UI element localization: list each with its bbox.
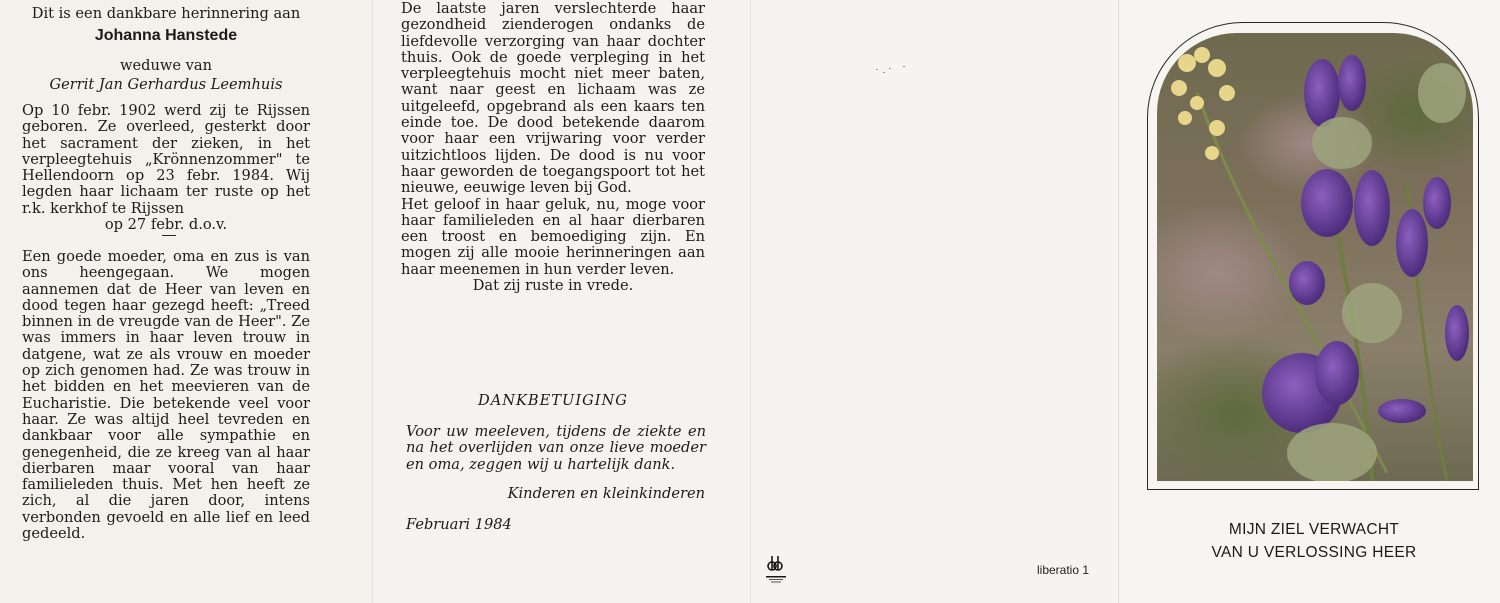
biography (22, 103, 310, 233)
speck (876, 69, 878, 70)
date-line: Februari 1984 (406, 516, 512, 533)
widow-of-label: weduwe van (120, 57, 212, 74)
caption-line-1: MIJN ZIEL VERWACHT (1228, 521, 1400, 538)
health-text: De laatste jaren verslechterde haar gezondheid zienderogen ondanks de liefdevolle verzorging van haar dochter thuis. Ook de goede verpleging in het verpleegtehuis mocht niet meer baten, want naar geest en lichaam was ze uitgeleefd, opgebrand als een kaars ten einde toe. De dood betekende daarom voor haar een vrijwaring voor verder uitzichtloos lijden. De dood is nu voor haar geworden de toegangspoort tot het nieuwe, eeuwige leven bij God. (401, 0, 705, 197)
tribute-paragraph: Een goede moeder, oma en zus is van ons heengegaan. We mogen aannemen dat de Heer van leven en dood tegen haar gezegd heeft: „Treed binnen in de vreugde van de Heer". Ze was immers in haar leven trouw in datgene, wat ze als vrouw en moeder op zich genomen had. Ze was trouw in het bidden en het meevieren van de Eucharistie. Die betekende veel voor haar. Ze was altijd heel tevreden en dankbaar voor alle sympathie en genegenheid, die ze kreeg van al haar dierbaren maar vooral van haar familieleden thuis. Met hen heeft ze zich, al die jaren door, intens verbonden gevoeld en alle lief en leed gedeeld. (22, 248, 310, 543)
flower-photo (1157, 33, 1473, 481)
health-paragraph (401, 1, 705, 294)
signature: Kinderen en kleinkinderen (507, 485, 705, 502)
caption-line-2: VAN U VERLOSSING HEER (1211, 544, 1417, 561)
publisher-logo-icon (763, 554, 789, 584)
intro-text: Dit is een dankbare herinnering aan (31, 5, 301, 22)
speck (903, 66, 905, 67)
faith-text: Het geloof in haar geluk, nu, moge voor haar familieleden en al haar dierbaren een troost en bemoediging zijn. En mogen zij alle mooie herinneringen aan haar meenemen in hun verder leven. (401, 195, 705, 278)
speck (889, 68, 891, 69)
thanks-heading: DANKBETUIGING (478, 392, 628, 409)
middle-page (372, 0, 751, 603)
left-page (0, 0, 372, 603)
divider (162, 235, 176, 236)
back-page (750, 0, 1119, 603)
biography-end: op 27 febr. d.o.v. (104, 216, 228, 234)
flower-photo-image (1157, 33, 1473, 481)
series-label: liberatio 1 (1037, 563, 1090, 577)
thanks-text: Voor uw meeleven, tijdens de ziekte en na het overlijden van onze lieve moeder en oma, zeggen wij u hartelijk dank. (406, 423, 706, 473)
closing-line: Dat zij ruste in vrede. (472, 277, 634, 295)
front-page (1118, 0, 1500, 603)
speck (883, 72, 885, 73)
biography-text: Op 10 febr. 1902 werd zij te Rijssen geboren. Ze overleed, gesterkt door het sacrament der zieken, in het verpleegtehuis „Krönnenzommer" te Hellendoorn op 23 febr. 1984. Wij legden haar lichaam ter ruste op het r.k. kerkhof te Rijssen (22, 102, 310, 217)
husband-name: Gerrit Jan Gerhardus Leemhuis (49, 76, 283, 93)
deceased-name: Johanna Hanstede (94, 27, 238, 44)
